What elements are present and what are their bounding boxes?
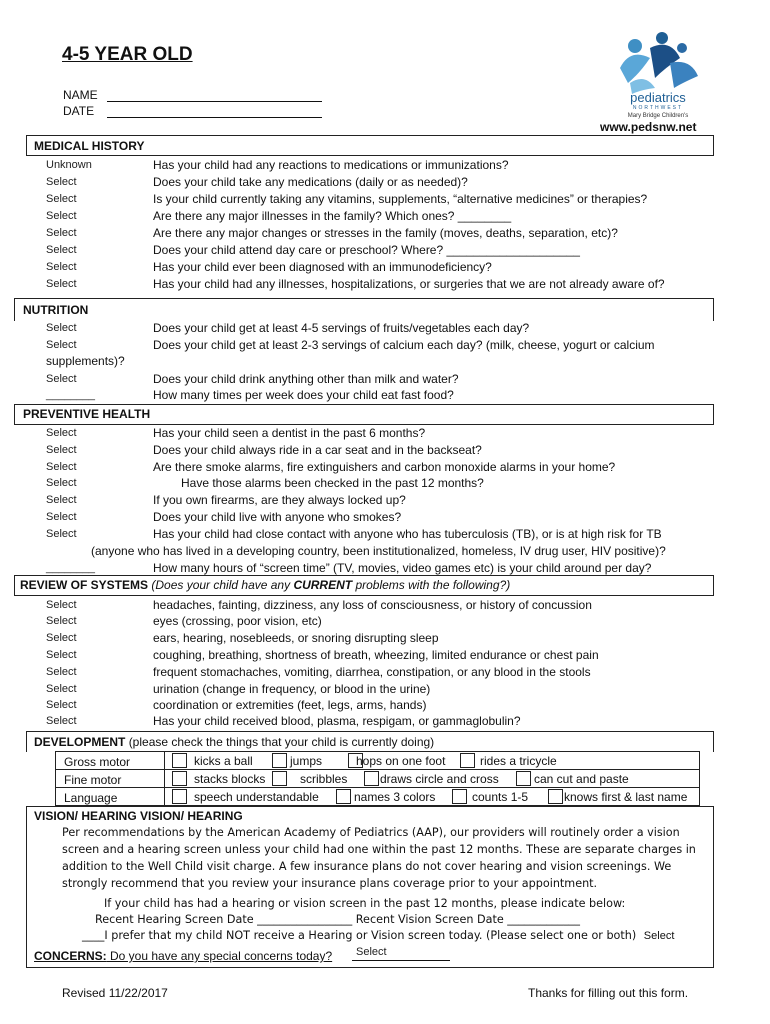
development-row — [56, 752, 699, 769]
nutrition-select-4[interactable]: ________ — [46, 389, 95, 401]
medical_history-question-4: Are there any major changes or stresses in the family (moves, deaths, separation, etc)? — [153, 226, 618, 240]
review-systems-subtitle: (Does your child have any CURRENT problems with the following?) — [151, 578, 511, 592]
nutrition-question-3: Does your child drink anything other than milk and water? — [153, 372, 459, 386]
development-table — [55, 751, 700, 806]
medical_history-select-5[interactable]: Select — [46, 244, 77, 256]
nutrition-question-0: Does your child get at least 4-5 servings of fruits/vegetables each day? — [153, 321, 530, 335]
review-question-5: urination (change in frequency, or blood in the urine) — [153, 682, 431, 696]
nutrition-title: NUTRITION — [23, 303, 89, 317]
review-systems-title: REVIEW OF SYSTEMS — [20, 578, 149, 592]
medical_history-select-6[interactable]: Select — [46, 261, 77, 273]
medical_history-question-7: Has your child had any illnesses, hospitalizations, or surgeries that we are not already aware of? — [153, 277, 665, 291]
review-question-0: headaches, fainting, dizziness, any loss of consciousness, or history of concussion — [153, 598, 592, 612]
review-question-1: eyes (crossing, poor vision, etc) — [153, 614, 322, 628]
review-select-0[interactable]: Select — [46, 599, 77, 611]
nutrition-header-box — [14, 298, 714, 321]
medical_history-select-2[interactable]: Select — [46, 193, 77, 205]
development-checkbox[interactable] — [460, 753, 475, 768]
development-item-label: scribbles — [300, 772, 348, 786]
preventive-select-2[interactable]: Select — [46, 461, 77, 473]
review-select-2[interactable]: Select — [46, 632, 77, 644]
review-question-3: coughing, breathing, shortness of breath, wheezing, limited endurance or chest pain — [153, 648, 599, 662]
medical_history-question-1: Does your child take any medications (daily or as needed)? — [153, 175, 468, 189]
recent-screen-dates[interactable]: Recent Hearing Screen Date _________________ Recent Vision Screen Date _____________ — [95, 913, 580, 926]
development-heading — [34, 735, 434, 749]
development-checkbox[interactable] — [336, 789, 351, 804]
prefer-no-screen-line — [82, 929, 674, 942]
medical_history-question-5: Does your child attend day care or preschool? Where? ____________________ — [153, 243, 580, 257]
preventive-select-3[interactable]: Select — [46, 477, 77, 489]
medical_history-question-6: Has your child ever been diagnosed with an immunodeficiency? — [153, 260, 492, 274]
development-checkbox[interactable] — [272, 753, 287, 768]
medical_history-select-3[interactable]: Select — [46, 210, 77, 222]
review-select-6[interactable]: Select — [46, 699, 77, 711]
development-title: DEVELOPMENT — [34, 735, 126, 749]
preventive-select-4[interactable]: Select — [46, 494, 77, 506]
review-systems-heading — [20, 578, 510, 592]
medical_history-select-7[interactable]: Select — [46, 278, 77, 290]
svg-text:pediatrics: pediatrics — [630, 90, 686, 105]
review-select-5[interactable]: Select — [46, 683, 77, 695]
development-row — [56, 769, 699, 787]
preventive-question-1: Does your child always ride in a car seat and in the backseat? — [153, 443, 482, 457]
review-select-7[interactable]: Select — [46, 715, 77, 727]
development-column-divider — [164, 770, 165, 787]
review-question-2: ears, hearing, nosebleeds, or snoring disrupting sleep — [153, 631, 439, 645]
preventive-select-0[interactable]: Select — [46, 427, 77, 439]
development-checkbox[interactable] — [172, 753, 187, 768]
development-subtitle: (please check the things that your child is currently doing) — [128, 735, 435, 749]
review-question-4: frequent stomachaches, vomiting, diarrhea, constipation, or any blood in the stools — [153, 665, 591, 679]
development-item-label: names 3 colors — [354, 790, 436, 804]
vision-paragraph-line: addition to the Well Child visit charge. A few insurance plans do not cover hearing and vision screenings. We — [62, 860, 672, 873]
nutrition-select-3[interactable]: Select — [46, 373, 77, 385]
nutrition-select-1[interactable]: Select — [46, 339, 77, 351]
development-item-label: knows first & last name — [564, 790, 688, 804]
development-checkbox[interactable] — [548, 789, 563, 804]
name-field[interactable] — [107, 101, 322, 102]
development-item-label: hops on one foot — [356, 754, 446, 768]
pediatrics-logo — [610, 28, 706, 120]
development-checkbox[interactable] — [516, 771, 531, 786]
preventive-question-5: Does your child live with anyone who smokes? — [153, 510, 402, 524]
development-item-label: kicks a ball — [194, 754, 253, 768]
development-checkbox[interactable] — [172, 771, 187, 786]
vision-paragraph-line: Per recommendations by the American Academy of Pediatrics (AAP), our providers will routinely order a vision — [62, 826, 680, 839]
preventive-health-title: PREVENTIVE HEALTH — [23, 407, 151, 421]
medical_history-question-2: Is your child currently taking any vitamins, supplements, “alternative medicines” or therapies? — [153, 192, 648, 206]
preventive-question-2: Are there smoke alarms, fire extinguishers and carbon monoxide alarms in your home? — [153, 460, 616, 474]
development-row-label: Gross motor — [64, 755, 131, 769]
nutrition-question-2: supplements)? — [46, 354, 125, 368]
development-item-label: rides a tricycle — [480, 754, 557, 768]
concerns-question: Do you have any special concerns today? — [106, 949, 333, 963]
nutrition-select-0[interactable]: Select — [46, 322, 77, 334]
preventive-question-6: Has your child had close contact with anyone who has tuberculosis (TB), or is at high risk for TB — [153, 527, 662, 541]
prefer-no-screen-text: I prefer that my child NOT receive a Hearing or Vision screen today. (Please select one or both) — [104, 929, 637, 942]
review-question-7: Has your child received blood, plasma, respigam, or gammaglobulin? — [153, 714, 521, 728]
preventive-select-8[interactable]: ________ — [46, 562, 95, 574]
vision-paragraph-line: screen and a hearing screen unless your child had one within the past 12 months. These are separate charges in — [62, 843, 696, 856]
medical_history-select-0[interactable]: Unknown — [46, 159, 92, 171]
review-question-6: coordination or extremities (feet, legs, arms, hands) — [153, 698, 427, 712]
preventive-question-4: If you own firearms, are they always locked up? — [153, 493, 406, 507]
revised-date: Revised 11/22/2017 — [62, 986, 168, 1000]
medical_history-question-3: Are there any major illnesses in the family? Which ones? ________ — [153, 209, 512, 223]
form-title: 4-5 YEAR OLD — [62, 44, 193, 65]
review-select-1[interactable]: Select — [46, 615, 77, 627]
development-item-label: jumps — [290, 754, 323, 768]
preventive-select-5[interactable]: Select — [46, 511, 77, 523]
development-checkbox[interactable] — [272, 771, 287, 786]
preventive-question-7: (anyone who has lived in a developing country, been institutionalized, homeless, IV drug user, HIV positive)? — [91, 544, 666, 558]
development-item-label: can cut and paste — [534, 772, 629, 786]
preventive-question-0: Has your child seen a dentist in the past 6 months? — [153, 426, 426, 440]
development-item-label: stacks blocks — [194, 772, 266, 786]
preventive-question-3: Have those alarms been checked in the past 12 months? — [181, 476, 484, 490]
vision-paragraph-line: strongly recommend that you review your insurance plans coverage prior to your appointment. — [62, 877, 598, 890]
development-row — [56, 787, 699, 805]
vision-hearing-title: VISION/ HEARING VISION/ HEARING — [34, 809, 243, 823]
preventive-select-6[interactable]: Select — [46, 528, 77, 540]
development-column-divider — [164, 752, 165, 769]
development-row-label: Language — [64, 791, 118, 805]
review-select-4[interactable]: Select — [46, 666, 77, 678]
nutrition-question-1: Does your child get at least 2-3 servings of calcium each day? (milk, cheese, yogurt or calcium — [153, 338, 655, 352]
date-label: DATE — [63, 104, 95, 118]
thanks-message: Thanks for filling out this form. — [528, 986, 689, 1000]
concerns-select[interactable]: Select — [356, 946, 387, 958]
development-item-label: counts 1-5 — [472, 790, 529, 804]
development-checkbox[interactable] — [172, 789, 187, 804]
development-item-label: speech understandable — [194, 790, 319, 804]
development-checkbox[interactable] — [452, 789, 467, 804]
concerns-line — [34, 949, 332, 963]
preventive-select-1[interactable]: Select — [46, 444, 77, 456]
vision-if-line: If your child has had a hearing or vision screen in the past 12 months, please indicate below: — [104, 897, 626, 910]
concerns-title: CONCERNS: — [34, 949, 107, 963]
website-url: www.pedsnw.net — [600, 120, 697, 134]
medical-history-title: MEDICAL HISTORY — [34, 139, 145, 153]
prefer-no-screen-blank[interactable]: ____ — [82, 929, 105, 942]
date-field[interactable] — [107, 117, 322, 118]
development-column-divider — [164, 788, 165, 805]
review-select-3[interactable]: Select — [46, 649, 77, 661]
development-checkbox[interactable] — [364, 771, 379, 786]
medical_history-question-0: Has your child had any reactions to medications or immunizations? — [153, 158, 509, 172]
svg-text:NORTHWEST: NORTHWEST — [632, 105, 684, 111]
concerns-underline — [352, 960, 450, 961]
development-item-label: draws circle and cross — [380, 772, 499, 786]
svg-text:Mary Bridge Children's: Mary Bridge Children's — [627, 113, 689, 119]
preventive-question-8: How many hours of “screen time” (TV, movies, video games etc) is your child around per day? — [153, 561, 652, 575]
nutrition-question-4: How many times per week does your child eat fast food? — [153, 388, 454, 402]
medical_history-select-1[interactable]: Select — [46, 176, 77, 188]
medical_history-select-4[interactable]: Select — [46, 227, 77, 239]
development-row-label: Fine motor — [64, 773, 122, 787]
prefer-no-screen-select[interactable]: Select — [643, 930, 675, 942]
name-label: NAME — [63, 88, 98, 102]
